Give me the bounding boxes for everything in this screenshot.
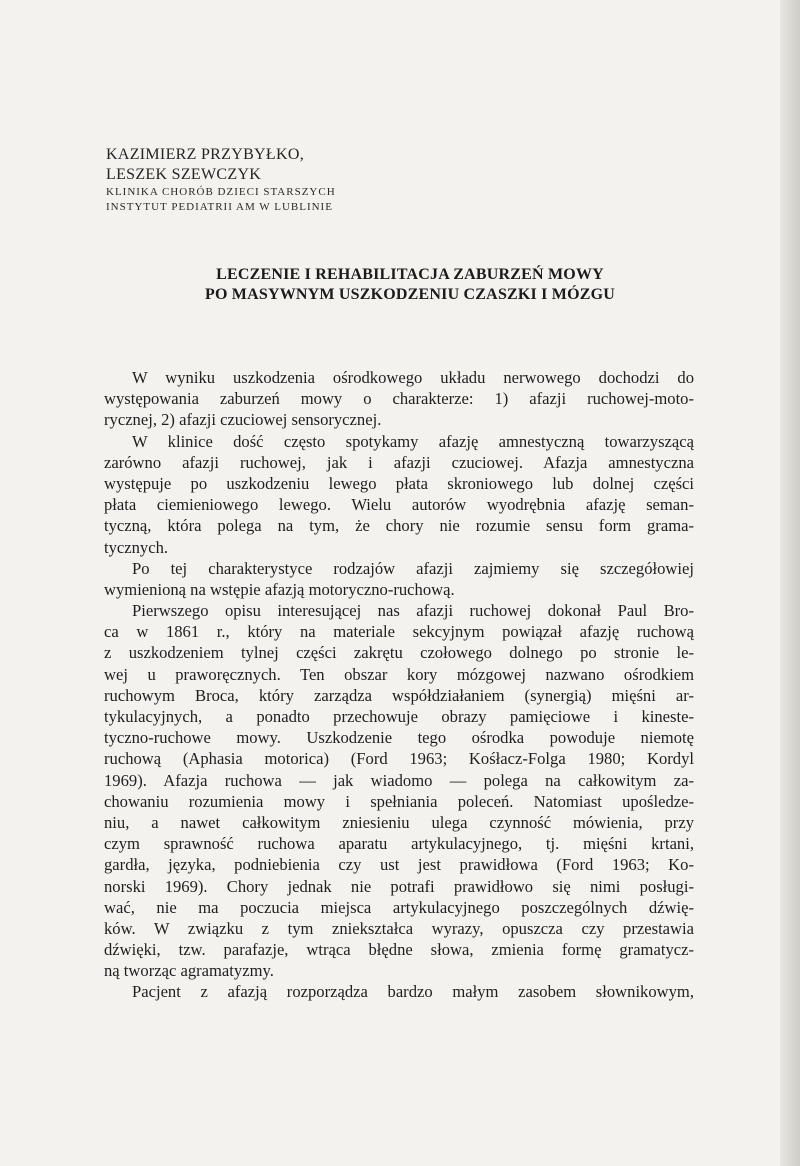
author-name: KAZIMIERZ PRZYBYŁKO, [106, 146, 304, 163]
body-text-line: ną tworząc agramatyzmy. [104, 961, 274, 981]
body-text-line: ków. W związku z tym zniekształca wyrazy, opuszcza czy przestawia [104, 918, 694, 938]
body-text-line: występowania zaburzeń mowy o charakterze: 1) afazji ruchowej-moto- [104, 389, 694, 409]
body-text-line: wej u praworęcznych. Ten obszar kory mózgowej nazwano ośrodkiem [104, 664, 694, 684]
title-line: LECZENIE I REHABILITACJA ZABURZEŃ MOWY [216, 266, 604, 283]
body-text-line: tyczną, która polega na tym, że chory nie rozumie sensu form grama- [104, 516, 694, 536]
body-text-line: W wyniku uszkodzenia ośrodkowego układu nerwowego dochodzi do [132, 368, 694, 387]
title-line: PO MASYWNYM USZKODZENIU CZASZKI I MÓZGU [204, 286, 616, 303]
article-body [104, 367, 694, 1003]
body-text-line: 1969). Afazja ruchowa — jak wiadomo — polega na całkowitym za- [104, 770, 694, 790]
body-text-line: norski 1969). Chory jednak nie potrafi prawidłowo się nimi posługi- [104, 876, 694, 896]
body-text-line: Po tej charakterystyce rodzajów afazji zajmiemy się szczegółowiej [132, 558, 694, 578]
body-text-line: czym sprawność ruchowa aparatu artykulacyjnego, tj. mięśni krtani, [104, 834, 694, 854]
affiliation-line: INSTYTUT PEDIATRII AM W LUBLINIE [106, 201, 333, 213]
body-text-line: Pacjent z afazją rozporządza bardzo małym zasobem słownikowym, [132, 982, 694, 1002]
affiliation-line: KLINIKA CHORÓB DZIECI STARSZYCH [106, 186, 336, 198]
page-edge-shadow [780, 0, 800, 1166]
article-title [160, 265, 660, 305]
body-text-line: ca w 1861 r., który na materiale sekcyjnym powiązał afazję ruchową [104, 622, 694, 642]
author-header [106, 147, 526, 217]
body-text-line: płata ciemieniowego lewego. Wielu autorów wyodrębnia afazję seman- [104, 495, 694, 515]
body-text-line: chowaniu rozumienia mowy i spełniania poleceń. Natomiast upośledze- [104, 791, 694, 811]
body-text-line: z uszkodzeniem tylnej części zakrętu czołowego dolnego po stronie le- [104, 643, 694, 663]
body-text-line: tycznych. [104, 537, 169, 557]
body-text-line: Pierwszego opisu interesującej nas afazji ruchowej dokonał Paul Bro- [132, 601, 694, 621]
body-text-line: tyczno-ruchowe mowy. Uszkodzenie tego ośrodka powoduje niemotę [104, 728, 694, 748]
body-text-line: wać, nie ma poczucia miejsca artykulacyjnego poszczególnych dźwię- [104, 897, 694, 917]
body-text-line: zarówno afazji ruchowej, jak i afazji czuciowej. Afazja amnestyczna [104, 452, 694, 472]
body-text-line: gardła, języka, podniebienia czy ust jest prawidłowa (Ford 1963; Ko- [104, 855, 694, 875]
body-text-line: tykulacyjnych, a ponadto przechowuje obrazy pamięciowe i kineste- [104, 707, 694, 726]
body-text-line: dźwięki, tzw. parafazje, wtrąca błędne słowa, zmienia formę gramatycz- [104, 940, 694, 960]
body-text-line: ruchową (Aphasia motorica) (Ford 1963; Kośłacz-Folga 1980; Kordyl [104, 749, 694, 769]
author-name: LESZEK SZEWCZYK [106, 166, 262, 183]
body-text-line: W klinice dość często spotykamy afazję amnestyczną towarzyszącą [132, 431, 694, 451]
body-text-line: niu, a nawet całkowitym zniesieniu ulega czynność mówienia, przy [104, 812, 694, 832]
body-text-line: wymienioną na wstępie afazją motoryczno-ruchową. [104, 579, 455, 599]
body-text-line: ruchowym Broca, który zarządza współdziałaniem (synergią) mięśni ar- [104, 685, 694, 705]
body-text-line: rycznej, 2) afazji czuciowej sensorycznej. [104, 410, 382, 430]
body-text-line: występuje po uszkodzeniu lewego płata skroniowego lub dolnej części [104, 473, 694, 493]
